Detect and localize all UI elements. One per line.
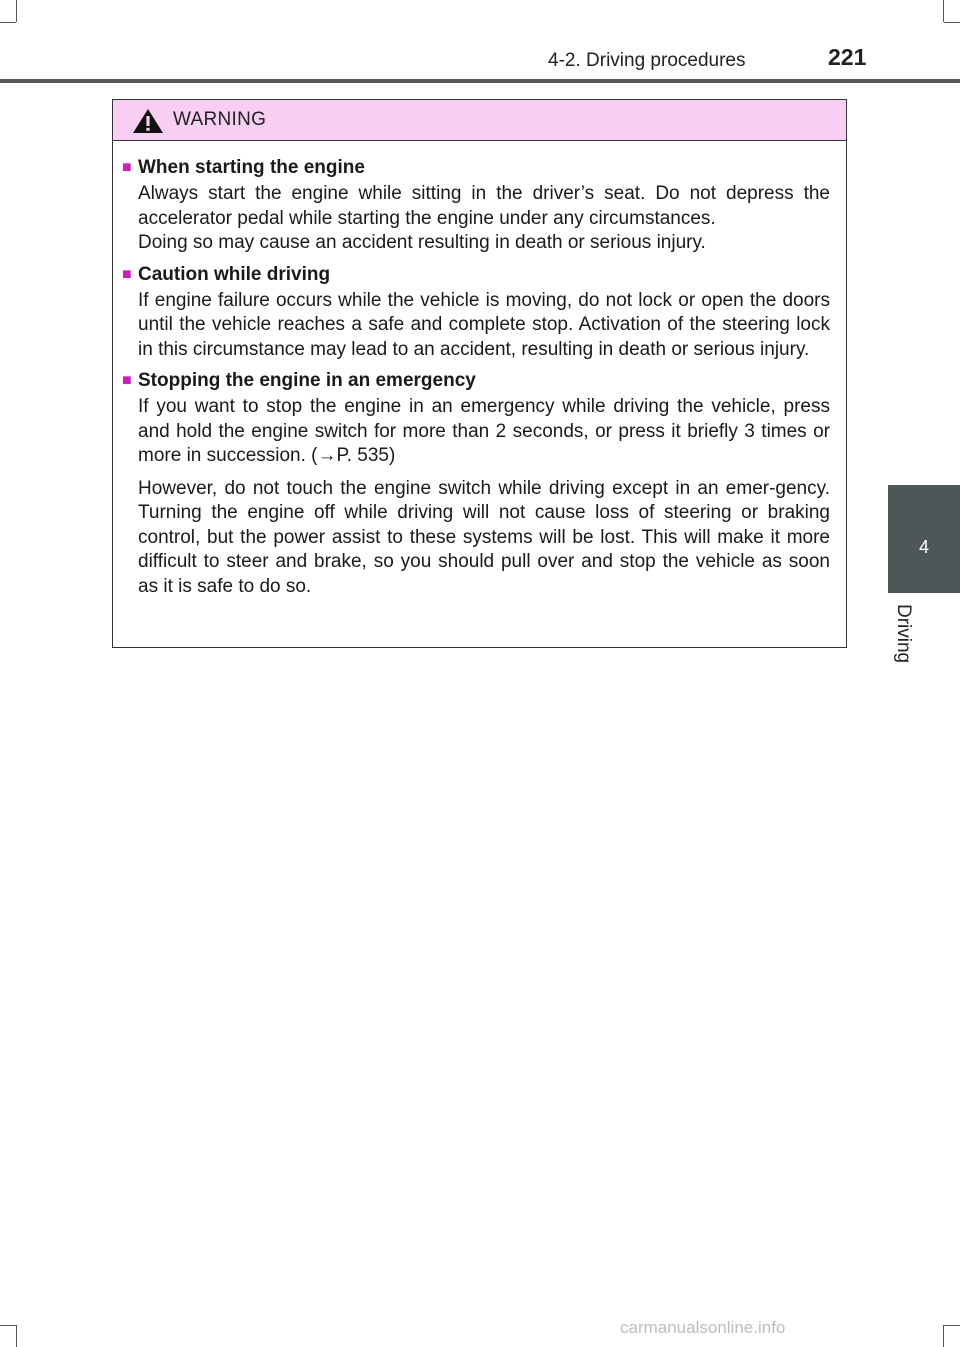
warning-header [113,100,846,141]
crop-mark [944,1325,960,1326]
section-heading [122,155,830,181]
paragraph: If engine failure occurs while the vehicle is moving, do not lock or open the doors until the vehicle reaches a safe and complete stop. Activation of the steering lock in this circumstance may lead to an accident, resulting in death or serious injury. [138,289,830,360]
section-title: 4-2. Driving procedures [548,50,746,71]
paragraph: Doing so may cause an accident resulting in death or serious injury. [138,232,706,253]
section-heading-text: Caution while driving [138,263,331,285]
crop-mark [16,0,17,22]
section-heading-text: When starting the engine [138,157,365,178]
square-bullet-icon: ■ [122,159,132,176]
chapter-label-container [888,600,928,680]
paragraph: If you want to stop the engine in an emergency while driving the vehicle, press and hold the engine switch for more than 2 seconds, or press it briefly 3 times or more in succession. (→P. 535) [138,396,830,466]
warning-box [112,99,847,648]
chapter-label: Driving [893,604,914,664]
crop-mark [943,1325,944,1347]
warning-triangle-icon [132,108,164,134]
section-heading [122,262,830,288]
chapter-tab[interactable] [888,485,960,593]
crop-mark [944,22,960,23]
chapter-number: 4 [918,537,929,557]
square-bullet-icon: ■ [122,265,132,283]
watermark: carmanualsonline.info [620,1318,786,1337]
header-divider [0,79,960,83]
section-heading-text: Stopping the engine in an emergency [138,370,476,391]
warning-body [113,141,846,599]
crop-mark [16,1325,17,1347]
paragraph: However, do not touch the engine switch while driving except in an emer-gency. Turning the engine off while driving will not cause loss of steering or braking control, but the power assist to these systems will be lost. This will make it more difficult to steer and brake, so you should pull over and stop the vehicle as soon as it is safe to do so. [138,477,830,597]
square-bullet-icon: ■ [122,372,132,389]
crop-mark [0,1325,16,1326]
section-heading [122,368,830,394]
crop-mark [943,0,944,22]
paragraph: Always start the engine while sitting in the driver’s seat. Do not depress the accelerator pedal while starting the engine under any circumstances. [138,183,830,229]
crop-mark [0,22,16,23]
warning-title: WARNING [173,109,267,130]
page-number: 221 [828,44,867,70]
